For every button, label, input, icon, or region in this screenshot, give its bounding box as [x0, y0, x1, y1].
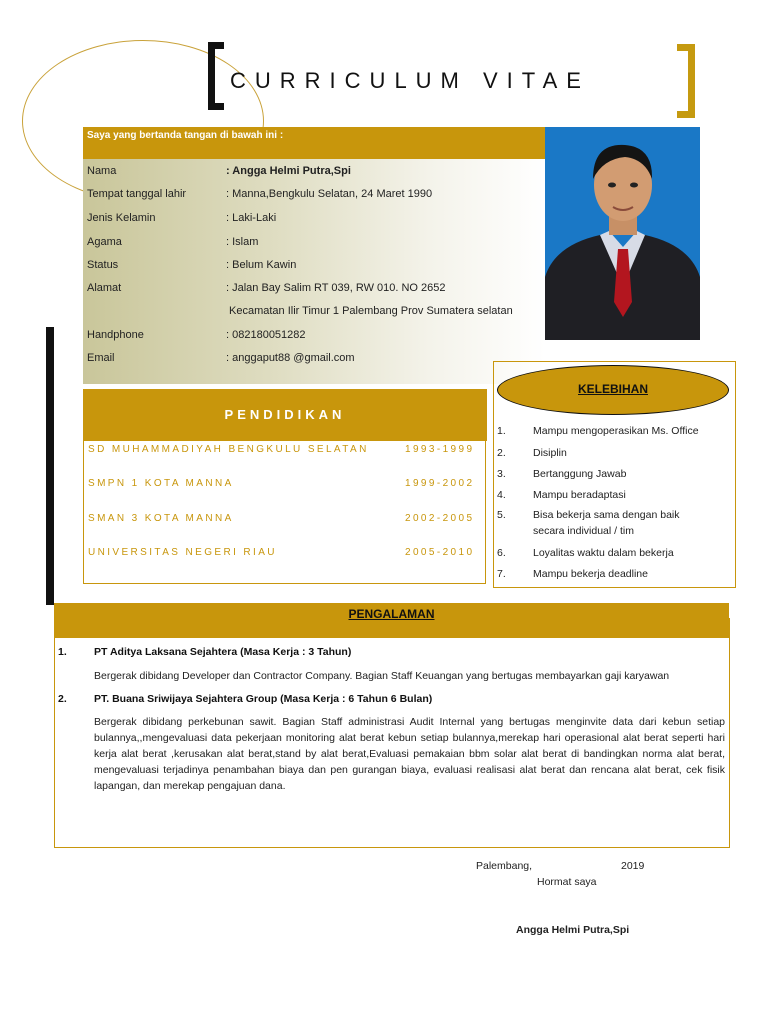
left-accent-bar [46, 327, 54, 605]
education-years: 2005-2010 [405, 547, 475, 558]
label-tempat-tanggal-lahir: Tempat tanggal lahir [87, 188, 187, 200]
value-nama: : Angga Helmi Putra,Spi [226, 165, 351, 177]
education-years: 1993-1999 [405, 444, 475, 455]
label-alamat: Alamat [87, 282, 122, 294]
signature-closing: Hormat saya [537, 876, 597, 888]
education-school: UNIVERSITAS NEGERI RIAU [88, 547, 277, 558]
strength-item: Mampu bekerja deadline [533, 568, 648, 580]
education-school: SMPN 1 KOTA MANNA [88, 478, 234, 489]
strength-number: 7. [497, 568, 506, 580]
strength-number: 1. [497, 425, 506, 437]
value-alamat: : Jalan Bay Salim RT 039, RW 010. NO 2652 [226, 282, 446, 294]
strength-item: Bertanggung Jawab [533, 468, 627, 480]
person-portrait-icon [545, 127, 700, 340]
education-title: PENDIDIKAN [224, 407, 346, 422]
strength-number: 6. [497, 547, 506, 559]
experience-description: Bergerak dibidang Developer dan Contractor Company. Bagian Staff Keuangan yang bertugas membayarkan gaji karyawan [94, 670, 670, 682]
strength-number: 3. [497, 468, 506, 480]
strength-item: Loyalitas waktu dalam bekerja [533, 547, 674, 559]
label-email: Email [87, 352, 115, 364]
strength-number: 5. [497, 509, 506, 521]
intro-text: Saya yang bertanda tangan di bawah ini : [87, 130, 284, 141]
strength-item: Disiplin [533, 447, 567, 459]
signature-name: Angga Helmi Putra,Spi [516, 924, 630, 936]
label-nama: Nama [87, 165, 117, 177]
education-years: 1999-2002 [405, 478, 475, 489]
value-status: : Belum Kawin [226, 259, 297, 271]
experience-number: 1. [58, 646, 67, 658]
strength-item: Bisa bekerja sama dengan baik secara individual / tim [533, 509, 680, 537]
experience-company: PT Aditya Laksana Sejahtera (Masa Kerja : 3 Tahun) [94, 646, 352, 658]
label-handphone: Handphone [87, 329, 144, 341]
strengths-title: KELEBIHAN [577, 382, 648, 396]
signature-year: 2019 [621, 860, 645, 872]
label-agama: Agama [87, 236, 122, 248]
education-school: SMAN 3 KOTA MANNA [88, 513, 234, 524]
strength-item: Mampu mengoperasikan Ms. Office [533, 425, 699, 437]
strength-number: 4. [497, 489, 506, 501]
label-status: Status [87, 259, 119, 271]
left-bracket-decoration [208, 42, 224, 110]
value-jenis-kelamin: : Laki-Laki [226, 212, 277, 224]
value-handphone: : 082180051282 [226, 329, 306, 341]
label-jenis-kelamin: Jenis Kelamin [87, 212, 156, 224]
value-tempat-tanggal-lahir: : Manna,Bengkulu Selatan, 24 Maret 1990 [226, 188, 433, 200]
experience-description: Bergerak dibidang perkebunan sawit. Bagian Staff administrasi Audit Internal yang bertugas menginvite data dari kebun setiap bulannya,,mengevaluasi data pekerjaan monitoring alat berat kebun setiap bulannya,merekap hari operasional alat berat seperti hari kerja alat berat ,kerusakan alat berat,stand by alat berat,Evaluasi pemakaian bbm solar alat berat di bandingkan norma alat berat, mengevaluasi terjadinya penambahan biaya dan pen gurangan biaya, evaluasi realisasi alat berat dan rencana alat berat, cek fisik lapangan, dan merekap pengajuan dana. [94, 716, 725, 792]
value-alamat-line2: Kecamatan Ilir Timur 1 Palembang Prov Sumatera selatan [229, 305, 513, 317]
value-agama: : Islam [226, 236, 259, 248]
experience-company: PT. Buana Sriwijaya Sejahtera Group (Masa Kerja : 6 Tahun 6 Bulan) [94, 693, 433, 705]
education-years: 2002-2005 [405, 513, 475, 524]
experience-number: 2. [58, 693, 67, 705]
profile-photo [545, 127, 700, 340]
strength-number: 2. [497, 447, 506, 459]
education-school: SD MUHAMMADIYAH BENGKULU SELATAN [88, 444, 369, 455]
page-title: CURRICULUM VITAE [230, 68, 590, 93]
experience-title: PENGALAMAN [348, 607, 435, 621]
strength-item: Mampu beradaptasi [533, 489, 626, 501]
signature-place: Palembang, [476, 860, 533, 872]
value-email: : anggaput88 @gmail.com [226, 352, 355, 364]
right-bracket-decoration [677, 44, 695, 118]
